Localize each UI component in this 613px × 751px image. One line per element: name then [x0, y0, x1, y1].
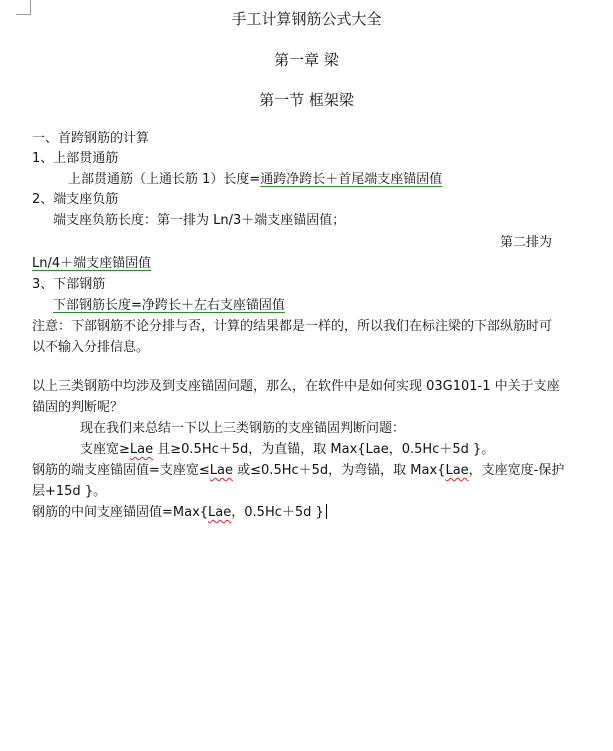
para-line4 — [80, 440, 494, 460]
text-cursor[interactable] — [326, 504, 327, 519]
section-heading: 第一节 框架梁 — [259, 91, 354, 109]
para-line5-lae: Lae — [209, 463, 234, 478]
para-line4-pre: 支座宽≥ — [80, 442, 130, 457]
para-line5-pre: 钢筋的端支座锚固值=支座宽≤ — [32, 463, 210, 478]
para-line3: 现在我们来总结一下以上三类钢筋的支座锚固判断问题： — [80, 421, 406, 436]
item3-formula — [53, 296, 285, 316]
item2-line2-right: 第二排为 — [500, 235, 553, 250]
item2-line3 — [32, 254, 151, 274]
item2-line1: 端支座负筋长度：第一排为 Ln/3＋端支座锚固值； — [53, 213, 346, 228]
para-line7-lae: Lae — [208, 505, 232, 520]
para-line5-lae2: Lae — [445, 463, 469, 478]
note-line2: 以不输入分排信息。 — [32, 340, 150, 355]
para-line4-post: 且≥0.5Hc＋5d，为直锚，取 Max{Lae，0.5Hc＋5d }。 — [153, 442, 495, 457]
item1-heading: 1、上部贯通筋 — [32, 151, 119, 166]
para-line5 — [32, 461, 564, 481]
para-line7-pre: 钢筋的中间支座锚固值=Max{ — [32, 505, 209, 520]
para-line5-post: ，支座宽度-保护 — [468, 463, 565, 478]
chapter-heading: 第一章 梁 — [274, 51, 339, 69]
para-line4-lae: Lae — [129, 442, 154, 457]
note-line1: 注意：下部钢筋不论分排与否，计算的结果都是一样的，所以我们在标注梁的下部纵筋时可 — [32, 319, 553, 334]
item1-formula-underlined: 通跨净跨长＋首尾端支座锚固值 — [260, 172, 443, 187]
part1-heading: 一、首跨钢筋的计算 — [32, 131, 150, 146]
para-line1: 以上三类钢筋中均涉及到支座锚固问题，那么，在软件中是如何实现 03G101-1 中关于支座 — [32, 379, 560, 394]
item1-formula — [68, 170, 442, 190]
item2-heading: 2、端支座负筋 — [32, 192, 119, 207]
item3-formula-underlined: 下部钢筋长度=净跨长＋左右支座锚固值 — [53, 298, 285, 313]
item1-formula-text: 上部贯通筋（上通长筋 1）长度= — [68, 172, 261, 187]
para-line2: 锚固的判断呢？ — [32, 400, 124, 415]
para-line6: 层+15d }。 — [32, 484, 107, 499]
doc-title: 手工计算钢筋公式大全 — [231, 10, 382, 28]
item3-heading: 3、下部钢筋 — [32, 277, 106, 292]
item2-line3-underlined: Ln/4＋端支座锚固值 — [32, 256, 152, 271]
para-line7-post: ，0.5Hc＋5d } — [231, 505, 324, 520]
para-line5-mid: 或≤0.5Hc＋5d，为弯锚，取 Max{ — [233, 463, 446, 478]
para-line7 — [32, 503, 327, 523]
